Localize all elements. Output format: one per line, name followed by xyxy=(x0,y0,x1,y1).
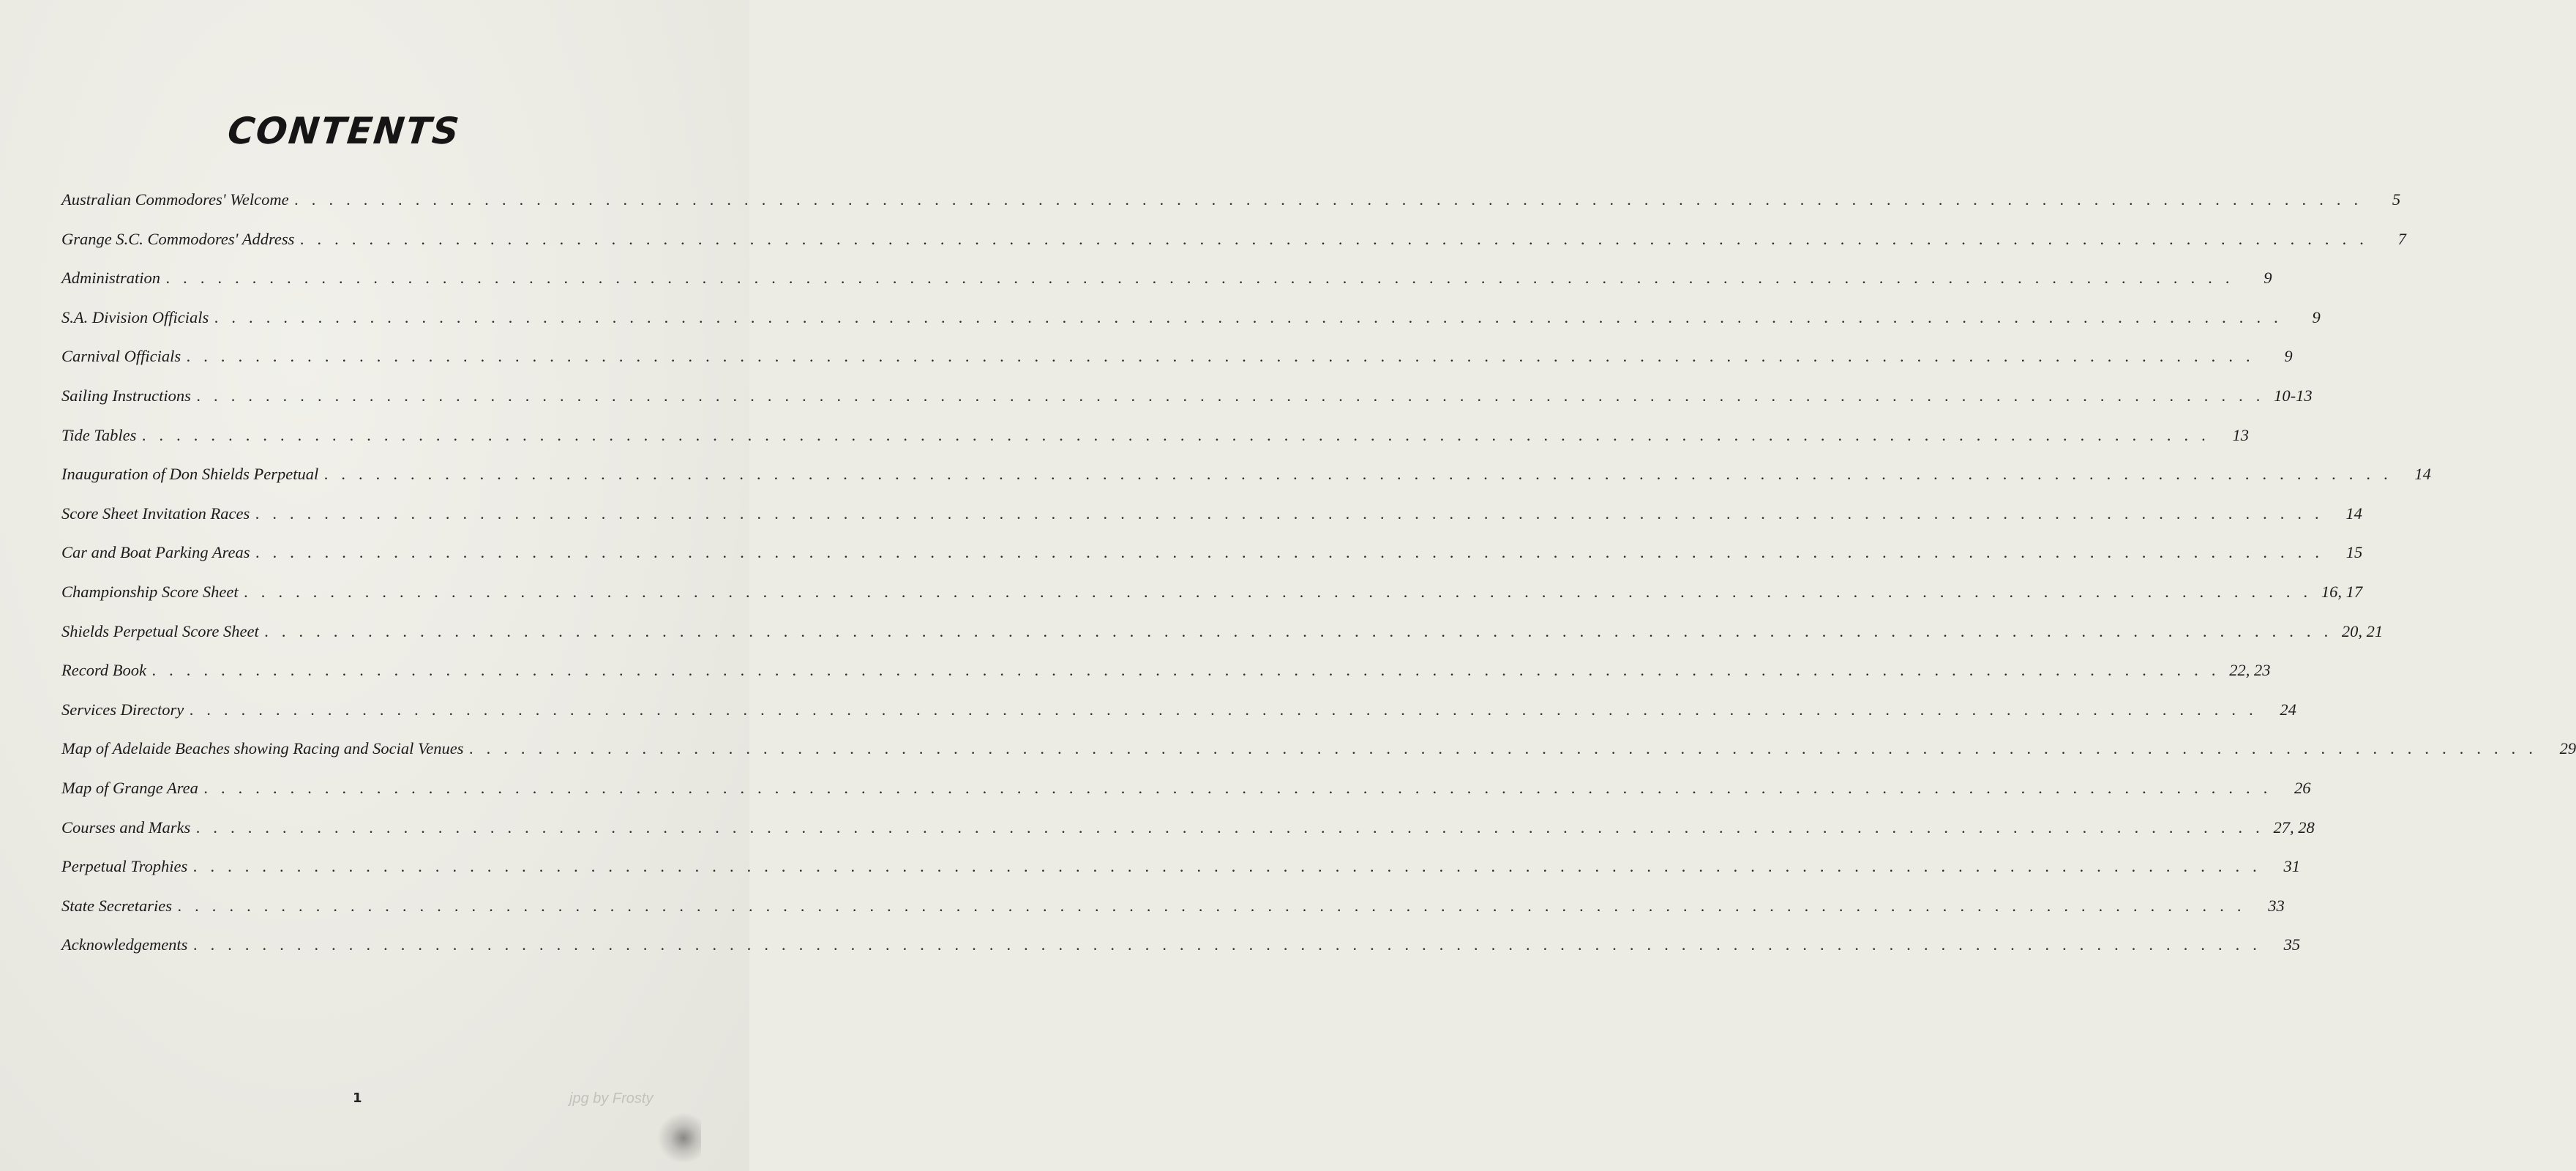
toc-dot-leader: . . . . . . . . . . . . . . . . . . . . . . . . . . . . . . . . . . . . . . . . . . . . . . . . . . . . . . . . . . . . . . . . . . . . . . . . . . . . . . . . . . . . . . . . . . . . . . . . . . . . . . . . . . . . . . . . . . . . . . . . xyxy=(142,425,2211,444)
toc-entry-title: Championship Score Sheet xyxy=(61,582,239,601)
toc-entry xyxy=(61,856,2300,895)
toc-entry-title: Map of Grange Area xyxy=(61,778,198,797)
toc-entry-title: Tide Tables xyxy=(61,425,137,444)
toc-entry-title: Acknowledgements xyxy=(61,935,188,954)
toc-dot-leader: . . . . . . . . . . . . . . . . . . . . . . . . . . . . . . . . . . . . . . . . . . . . . . . . . . . . . . . . . . . . . . . . . . . . . . . . . . . . . . . . . . . . . . . . . . . . . . . . . . . . . . . . . . . . . . . . . . . . . . . . xyxy=(190,700,2258,719)
toc-entry-page: 16, 17 xyxy=(2321,582,2363,601)
toc-dot-leader: . . . . . . . . . . . . . . . . . . . . . . . . . . . . . . . . . . . . . . . . . . . . . . . . . . . . . . . . . . . . . . . . . . . . . . . . . . . . . . . . . . . . . . . . . . . . . . . . . . . . . . . . . . . . . . . . . . . . . . . . xyxy=(152,661,2221,680)
toc-entry xyxy=(61,817,2315,856)
toc-dot-leader: . . . . . . . . . . . . . . . . . . . . . . . . . . . . . . . . . . . . . . . . . . . . . . . . . . . . . . . . . . . . . . . . . . . . . . . . . . . . . . . . . . . . . . . . . . . . . . . . . . . . . . . . . . . . . . . . . . . . . . . . xyxy=(300,229,2369,248)
toc-entry xyxy=(61,385,2313,424)
toc-entry-title: Grange S.C. Commodores' Address xyxy=(61,229,295,248)
toc-dot-leader: . . . . . . . . . . . . . . . . . . . . . . . . . . . . . . . . . . . . . . . . . . . . . . . . . . . . . . . . . . . . . . . . . . . . . . . . . . . . . . . . . . . . . . . . . . . . . . . . . . . . . . . . . . . . . . . . . . . . . . . . xyxy=(294,190,2363,209)
toc-entry-page: 13 xyxy=(2232,425,2250,444)
toc-entry xyxy=(61,777,2311,817)
toc-entry xyxy=(61,228,2406,268)
toc-dot-leader: . . . . . . . . . . . . . . . . . . . . . . . . . . . . . . . . . . . . . . . . . . . . . . . . . . . . . . . . . . . . . . . . . . . . . . . . . . . . . . . . . . . . . . . . . . . . . . . . . . . . . . . . . . . . . . . . . . . . . . . . xyxy=(178,896,2247,915)
toc-entry-title: Services Directory xyxy=(61,700,184,719)
toc-entry-page: 22, 23 xyxy=(2229,661,2271,680)
toc-entry-title: Carnival Officials xyxy=(61,347,181,366)
toc-dot-leader: . . . . . . . . . . . . . . . . . . . . . . . . . . . . . . . . . . . . . . . . . . . . . . . . . . . . . . . . . . . . . . . . . . . . . . . . . . . . . . . . . . . . . . . . . . . . . . . . . . . . . . . . . . . . . . . . . . . . . . . . xyxy=(255,504,2324,523)
toc-entry xyxy=(61,895,2285,935)
toc-entry xyxy=(61,621,2384,660)
toc-entry-page: 33 xyxy=(2268,896,2285,915)
toc-dot-leader: . . . . . . . . . . . . . . . . . . . . . . . . . . . . . . . . . . . . . . . . . . . . . . . . . . . . . . . . . . . . . . . . . . . . . . . . . . . . . . . . . . . . . . . . . . . . . . . . . . . . . . . . . . . . . . . . . . . . . . . . xyxy=(324,465,2393,484)
toc-entry-title: Shields Perpetual Score Sheet xyxy=(61,621,259,640)
toc-entry-title: S.A. Division Officials xyxy=(61,307,209,326)
toc-entry-title: Car and Boat Parking Areas xyxy=(61,543,250,562)
toc-entry-title: Perpetual Trophies xyxy=(61,857,188,876)
toc-entry-page: 27, 28 xyxy=(2273,818,2315,837)
toc-dot-leader: . . . . . . . . . . . . . . . . . . . . . . . . . . . . . . . . . . . . . . . . . . . . . . . . . . . . . . . . . . . . . . . . . . . . . . . . . . . . . . . . . . . . . . . . . . . . . . . . . . . . . . . . . . . . . . . . . . . . . . . . xyxy=(264,621,2333,640)
toc-entry xyxy=(61,699,2296,738)
toc-dot-leader: . . . . . . . . . . . . . . . . . . . . . . . . . . . . . . . . . . . . . . . . . . . . . . . . . . . . . . . . . . . . . . . . . . . . . . . . . . . . . . . . . . . . . . . . . . . . . . . . . . . . . . . . . . . . . . . . . . . . . . . . xyxy=(196,818,2265,837)
toc-dot-leader: . . . . . . . . . . . . . . . . . . . . . . . . . . . . . . . . . . . . . . . . . . . . . . . . . . . . . . . . . . . . . . . . . . . . . . . . . . . . . . . . . . . . . . . . . . . . . . . . . . . . . . . . . . . . . . . . . . . . . . . . xyxy=(196,386,2266,405)
toc-entry-page: 9 xyxy=(2312,307,2321,326)
toc-entry-title: Inauguration of Don Shields Perpetual xyxy=(61,465,319,484)
toc-dot-leader: . . . . . . . . . . . . . . . . . . . . . . . . . . . . . . . . . . . . . . . . . . . . . . . . . . . . . . . . . . . . . . . . . . . . . . . . . . . . . . . . . . . . . . . . . . . . . . . . . . . . . . . . . . . . . . . . . . . . . . . . xyxy=(214,307,2283,326)
toc-entry-page: 7 xyxy=(2397,229,2406,248)
toc-entry-page: 9 xyxy=(2284,347,2293,366)
scan-credit: jpg by Frosty xyxy=(569,1090,654,1107)
toc-entry xyxy=(61,307,2321,346)
toc-dot-leader: . . . . . . . . . . . . . . . . . . . . . . . . . . . . . . . . . . . . . . . . . . . . . . . . . . . . . . . . . . . . . . . . . . . . . . . . . . . . . . . . . . . . . . . . . . . . . . . . . . . . . . . . . . . . . . . . . . . . . . . . xyxy=(187,347,2255,366)
toc-entry-page: 14 xyxy=(2414,465,2431,484)
toc-entry-title: Australian Commodores' Welcome xyxy=(61,190,289,209)
toc-entry-page: 5 xyxy=(2392,190,2401,209)
toc-entry xyxy=(61,189,2401,228)
toc-entry-page: 29 xyxy=(2559,739,2576,758)
toc-entry-title: Record Book xyxy=(61,661,146,680)
toc-dot-leader: . . . . . . . . . . . . . . . . . . . . . . . . . . . . . . . . . . . . . . . . . . . . . . . . . . . . . . . . . . . . . . . . . . . . . . . . . . . . . . . . . . . . . . . . . . . . . . . . . . . . . . . . . . . . . . . . . . . . . . . . xyxy=(193,857,2262,876)
toc-entry-page: 14 xyxy=(2345,504,2362,523)
toc-entry-page: 24 xyxy=(2280,700,2296,719)
toc-entry-page: 20, 21 xyxy=(2341,621,2384,640)
toc-entry-page: 31 xyxy=(2283,857,2300,876)
toc-entry xyxy=(61,659,2271,699)
toc-dot-leader: . . . . . . . . . . . . . . . . . . . . . . . . . . . . . . . . . . . . . . . . . . . . . . . . . . . . . . . . . . . . . . . . . . . . . . . . . . . . . . . . . . . . . . . . . . . . . . . . . . . . . . . . . . . . . . . . . . . . . . . . xyxy=(193,935,2262,954)
toc-entry xyxy=(61,542,2363,581)
toc-dot-leader: . . . . . . . . . . . . . . . . . . . . . . . . . . . . . . . . . . . . . . . . . . . . . . . . . . . . . . . . . . . . . . . . . . . . . . . . . . . . . . . . . . . . . . . . . . . . . . . . . . . . . . . . . . . . . . . . . . . . . . . . xyxy=(244,582,2313,601)
toc-dot-leader: . . . . . . . . . . . . . . . . . . . . . . . . . . . . . . . . . . . . . . . . . . . . . . . . . . . . . . . . . . . . . . . . . . . . . . . . . . . . . . . . . . . . . . . . . . . . . . . . . . . . . . . . . . . . . . . . . . . . . . . . xyxy=(203,778,2273,797)
toc-entry-page: 9 xyxy=(2264,269,2272,288)
toc-dot-leader: . . . . . . . . . . . . . . . . . . . . . . . . . . . . . . . . . . . . . . . . . . . . . . . . . . . . . . . . . . . . . . . . . . . . . . . . . . . . . . . . . . . . . . . . . . . . . . . . . . . . . . . . . . . . . . . . . . . . . . . . xyxy=(469,739,2538,758)
page-title: CONTENTS xyxy=(225,110,463,152)
paper-smudge xyxy=(657,1112,701,1164)
toc-entry-page: 35 xyxy=(2283,935,2301,954)
toc-entry-title: Sailing Instructions xyxy=(61,386,191,405)
page-number: 1 xyxy=(353,1090,362,1106)
toc-entry-title: Administration xyxy=(61,269,161,288)
toc-entry xyxy=(61,424,2250,464)
toc-entry xyxy=(61,581,2363,621)
toc-entry xyxy=(61,738,2576,777)
toc-entry-title: Score Sheet Invitation Races xyxy=(61,504,250,523)
toc-entry-page: 26 xyxy=(2294,778,2311,797)
toc-dot-leader: . . . . . . . . . . . . . . . . . . . . . . . . . . . . . . . . . . . . . . . . . . . . . . . . . . . . . . . . . . . . . . . . . . . . . . . . . . . . . . . . . . . . . . . . . . . . . . . . . . . . . . . . . . . . . . . . . . . . . . . . xyxy=(166,269,2235,288)
toc-entry xyxy=(61,345,2293,385)
toc-dot-leader: . . . . . . . . . . . . . . . . . . . . . . . . . . . . . . . . . . . . . . . . . . . . . . . . . . . . . . . . . . . . . . . . . . . . . . . . . . . . . . . . . . . . . . . . . . . . . . . . . . . . . . . . . . . . . . . . . . . . . . . . xyxy=(255,543,2324,562)
toc-entry xyxy=(61,267,2272,307)
toc-entry-page: 15 xyxy=(2345,543,2363,562)
toc-entry xyxy=(61,463,2431,503)
toc-entry-page: 10-13 xyxy=(2274,386,2313,405)
toc-entry xyxy=(61,934,2301,973)
toc-entry-title: Map of Adelaide Beaches showing Racing and Social Venues xyxy=(61,739,464,758)
table-of-contents xyxy=(61,189,2576,973)
toc-entry xyxy=(61,503,2362,542)
toc-entry-title: Courses and Marks xyxy=(61,818,191,837)
toc-entry-title: State Secretaries xyxy=(61,896,172,915)
